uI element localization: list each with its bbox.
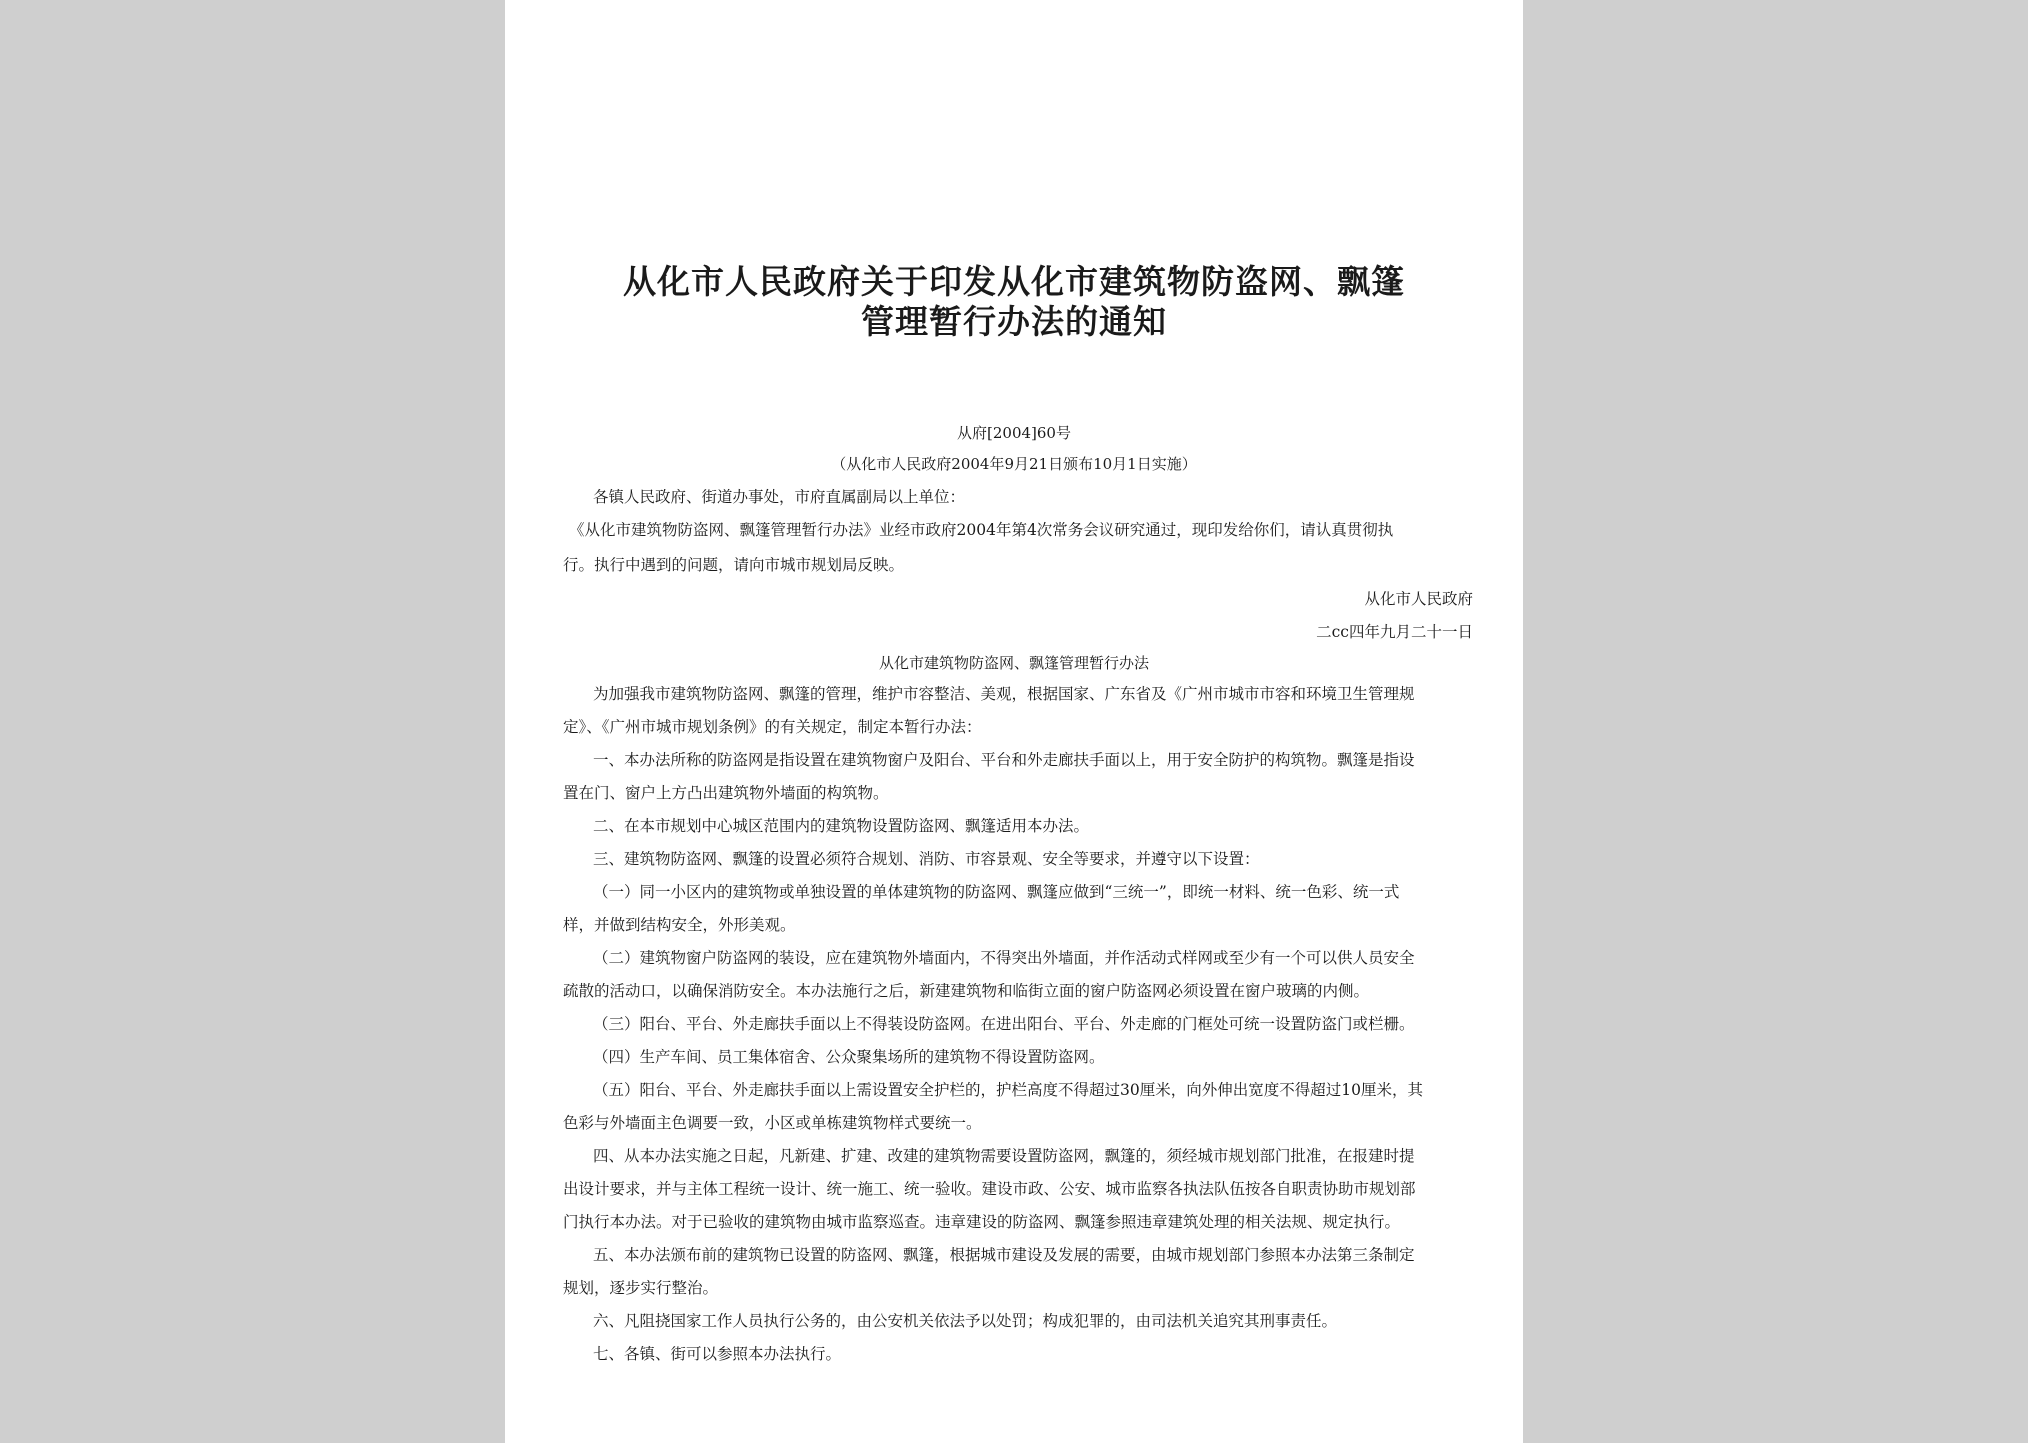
body-line: 七、各镇、街可以参照本办法执行。 <box>593 1345 842 1363</box>
signature-date: 二cc四年九月二十一日 <box>1316 623 1473 641</box>
body-line: 定》、《广州市城市规划条例》的有关规定，制定本暂行办法： <box>563 718 982 736</box>
doc-number: 从府[2004]60号 <box>957 424 1071 442</box>
body-line: 色彩与外墙面主色调要一致，小区或单栋建筑物样式要统一。 <box>563 1114 982 1132</box>
body-line: 门执行本办法。对于已验收的建筑物由城市监察巡查。违章建设的防盗网、飘篷参照违章建筑处理的相关法规、规定执行。 <box>563 1213 1401 1231</box>
body-line: 规划，逐步实行整治。 <box>563 1279 719 1297</box>
measures-title: 从化市建筑物防盗网、飘篷管理暂行办法 <box>878 654 1149 672</box>
body-line: 二、在本市规划中心城区范围内的建筑物设置防盗网、飘篷适用本办法。 <box>593 817 1090 835</box>
body-line: 一、本办法所称的防盗网是指设置在建筑物窗户及阳台、平台和外走廊扶手面以上，用于安全防护的构筑物。飘篷是指设 <box>593 751 1415 769</box>
issue-note: （从化市人民政府2004年9月21日颁布10月1日实施） <box>831 455 1197 473</box>
body-line: 出设计要求，并与主体工程统一设计、统一施工、统一验收。建设市政、公安、城市监察各执法队伍按各自职责协助市规划部 <box>563 1180 1416 1198</box>
body-line: 样，并做到结构安全，外形美观。 <box>563 916 796 934</box>
body-line: （二）建筑物窗户防盗网的装设，应在建筑物外墙面内，不得突出外墙面，并作活动式样网或至少有一个可以供人员安全 <box>593 949 1415 967</box>
body-line: 为加强我市建筑物防盗网、飘篷的管理，维护市容整洁、美观，根据国家、广东省及《广州市城市市容和环境卫生管理规 <box>593 685 1415 703</box>
title-line-1: 从化市人民政府关于印发从化市建筑物防盗网、飘篷 <box>623 262 1405 301</box>
title-line-2: 管理暂行办法的通知 <box>861 302 1167 341</box>
body-line: 三、建筑物防盗网、飘篷的设置必须符合规划、消防、市容景观、安全等要求，并遵守以下设置： <box>593 850 1260 868</box>
body-line: 疏散的活动口，以确保消防安全。本办法施行之后，新建建筑物和临街立面的窗户防盗网必须设置在窗户玻璃的内侧。 <box>563 982 1370 1000</box>
body-line: （三）阳台、平台、外走廊扶手面以上不得装设防盗网。在进出阳台、平台、外走廊的门框处可统一设置防盗门或栏栅。 <box>593 1015 1415 1033</box>
document-page <box>505 0 1523 1443</box>
intro-line-2: 行。执行中遇到的问题，请向市城市规划局反映。 <box>563 556 905 574</box>
addressee: 各镇人民政府、街道办事处，市府直属副局以上单位： <box>593 488 966 506</box>
body-line: （四）生产车间、员工集体宿舍、公众聚集场所的建筑物不得设置防盗网。 <box>593 1048 1105 1066</box>
body-line: 五、本办法颁布前的建筑物已设置的防盗网、飘篷，根据城市建设及发展的需要，由城市规划部门参照本办法第三条制定 <box>593 1246 1415 1264</box>
intro-line-1: 《从化市建筑物防盗网、飘篷管理暂行办法》业经市政府2004年第4次常务会议研究通过，现印发给你们，请认真贯彻执 <box>569 521 1394 539</box>
body-line: （五）阳台、平台、外走廊扶手面以上需设置安全护栏的，护栏高度不得超过30厘米，向外伸出宽度不得超过10厘米，其 <box>593 1081 1423 1099</box>
body-line: 六、凡阻挠国家工作人员执行公务的，由公安机关依法予以处罚；构成犯罪的，由司法机关追究其刑事责任。 <box>593 1312 1338 1330</box>
signature-org: 从化市人民政府 <box>1364 590 1473 608</box>
body-line: （一）同一小区内的建筑物或单独设置的单体建筑物的防盗网、飘篷应做到“三统一”，即统一材料、统一色彩、统一式 <box>593 883 1400 901</box>
body-line: 四、从本办法实施之日起，凡新建、扩建、改建的建筑物需要设置防盗网，飘篷的，须经城市规划部门批准，在报建时提 <box>593 1147 1415 1165</box>
body-line: 置在门、窗户上方凸出建筑物外墙面的构筑物。 <box>563 784 889 802</box>
document-title <box>505 262 1523 342</box>
